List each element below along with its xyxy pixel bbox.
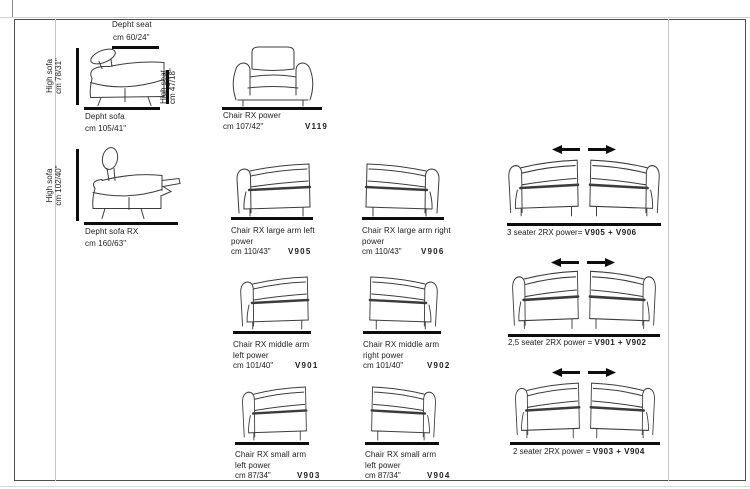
module-dim-row bbox=[362, 246, 452, 257]
combo-label: 2,5 seater 2RX power = bbox=[508, 338, 595, 347]
module-left-arm-drawing bbox=[239, 384, 309, 441]
module-dim: cm 87/34" bbox=[235, 471, 271, 480]
sofa-side-view-drawing bbox=[82, 47, 166, 107]
combo-codes: V905 + V906 bbox=[584, 228, 637, 237]
module-dim-row bbox=[363, 360, 453, 371]
top-rule bbox=[0, 17, 750, 18]
module-name: Chair RX small arm bbox=[365, 450, 437, 459]
module-dim-row bbox=[233, 360, 323, 371]
high-sofa-value: cm 78/31" bbox=[54, 58, 63, 94]
combo-label: 3 seater 2RX power= bbox=[507, 228, 585, 237]
chair-front-drawing bbox=[227, 43, 319, 107]
module-baseline-bar bbox=[362, 217, 444, 220]
depth-seat-value: cm 60/24" bbox=[113, 33, 150, 42]
module-baseline-bar bbox=[365, 442, 439, 445]
module-baseline-bar bbox=[363, 331, 441, 334]
arrow-left-icon bbox=[552, 368, 580, 377]
module-name: Chair RX small arm bbox=[235, 450, 307, 459]
combo-codes: V901 + V902 bbox=[594, 338, 647, 347]
combo-label-row bbox=[508, 338, 646, 348]
sofa-pair-drawing bbox=[512, 380, 658, 440]
module-name-line2: power bbox=[231, 237, 254, 246]
module-name: Chair RX power bbox=[223, 111, 281, 120]
depth-sofa-rx-label: Depht sofa RX bbox=[85, 227, 139, 236]
module-right-arm-drawing bbox=[369, 384, 439, 441]
module-left-arm-drawing bbox=[237, 274, 311, 330]
high-sofa-rx-value: cm 102/40" bbox=[54, 165, 63, 206]
high-seat-label: High seat bbox=[159, 70, 168, 104]
bottom-rule bbox=[0, 486, 750, 487]
combo-baseline-bar bbox=[507, 223, 661, 226]
module-dim-row bbox=[235, 470, 325, 481]
combo-label: 2 seater 2RX power = bbox=[513, 447, 593, 456]
combo-baseline-bar bbox=[508, 334, 660, 337]
module-left-arm-drawing bbox=[233, 161, 313, 217]
module-right-arm-drawing bbox=[363, 161, 443, 217]
depth-seat-label: Depht seat bbox=[112, 20, 152, 29]
module-name: Chair RX large arm left bbox=[231, 226, 315, 235]
module-dim-row bbox=[231, 246, 321, 257]
module-dim: cm 101/40" bbox=[233, 361, 274, 370]
combo-label-row bbox=[507, 228, 637, 238]
module-dim: cm 107/42" bbox=[223, 122, 264, 131]
module-baseline-bar bbox=[231, 217, 313, 220]
sofa-rx-side-view-drawing bbox=[83, 146, 183, 221]
high-sofa-rx-dimension-bar bbox=[76, 149, 79, 221]
combo-codes: V903 + V904 bbox=[592, 447, 645, 456]
module-dim-row bbox=[223, 121, 329, 132]
module-dim-row bbox=[365, 470, 455, 481]
module-code: V119 bbox=[305, 122, 329, 131]
module-name-line2: power bbox=[362, 237, 385, 246]
depth-sofa-rx-value: cm 160/63" bbox=[85, 239, 127, 248]
module-baseline-bar bbox=[233, 331, 311, 334]
depth-sofa-dimension-bar bbox=[84, 107, 160, 110]
arrow-right-icon bbox=[588, 145, 616, 154]
module-dim: cm 101/40" bbox=[363, 361, 404, 370]
arrow-right-icon bbox=[587, 258, 615, 267]
module-dim: cm 110/43" bbox=[231, 247, 271, 256]
module-code: V904 bbox=[427, 471, 451, 480]
module-name-line2: left power bbox=[365, 461, 401, 470]
module-baseline-bar bbox=[235, 442, 309, 445]
arrow-left-icon bbox=[551, 258, 579, 267]
high-sofa-dimension-bar bbox=[76, 48, 79, 105]
depth-sofa-label: Depht sofa bbox=[85, 112, 125, 121]
combo-label-row bbox=[513, 447, 645, 457]
module-name: Chair RX middle arm bbox=[363, 340, 440, 349]
module-dim: cm 87/34" bbox=[365, 471, 401, 480]
right-margin-line bbox=[668, 19, 669, 481]
module-dim: cm 110/43" bbox=[362, 247, 402, 256]
sofa-pair-drawing bbox=[505, 157, 663, 219]
depth-sofa-value: cm 105/41" bbox=[85, 124, 127, 133]
combo-baseline-bar bbox=[510, 442, 660, 445]
sofa-pair-drawing bbox=[509, 268, 659, 332]
high-sofa-rx-label: High sofa bbox=[45, 168, 54, 203]
module-code: V901 bbox=[295, 361, 319, 370]
module-name-line2: left power bbox=[233, 351, 269, 360]
high-seat-value: cm 47/18" bbox=[168, 68, 177, 104]
module-right-arm-drawing bbox=[367, 274, 441, 330]
module-name: Chair RX large arm right bbox=[362, 226, 451, 235]
high-sofa-label: High sofa bbox=[45, 59, 54, 93]
module-code: V905 bbox=[288, 247, 312, 256]
module-code: V902 bbox=[427, 361, 451, 370]
module-name: Chair RX middle arm bbox=[233, 340, 310, 349]
arrow-left-icon bbox=[552, 145, 580, 154]
module-code: V903 bbox=[297, 471, 321, 480]
module-name-line2: right power bbox=[363, 351, 404, 360]
depth-sofa-rx-dimension-bar bbox=[84, 222, 178, 225]
module-code: V906 bbox=[421, 247, 445, 256]
module-name-line2: left power bbox=[235, 461, 271, 470]
arrow-right-icon bbox=[588, 368, 616, 377]
top-left-tick bbox=[12, 0, 13, 17]
